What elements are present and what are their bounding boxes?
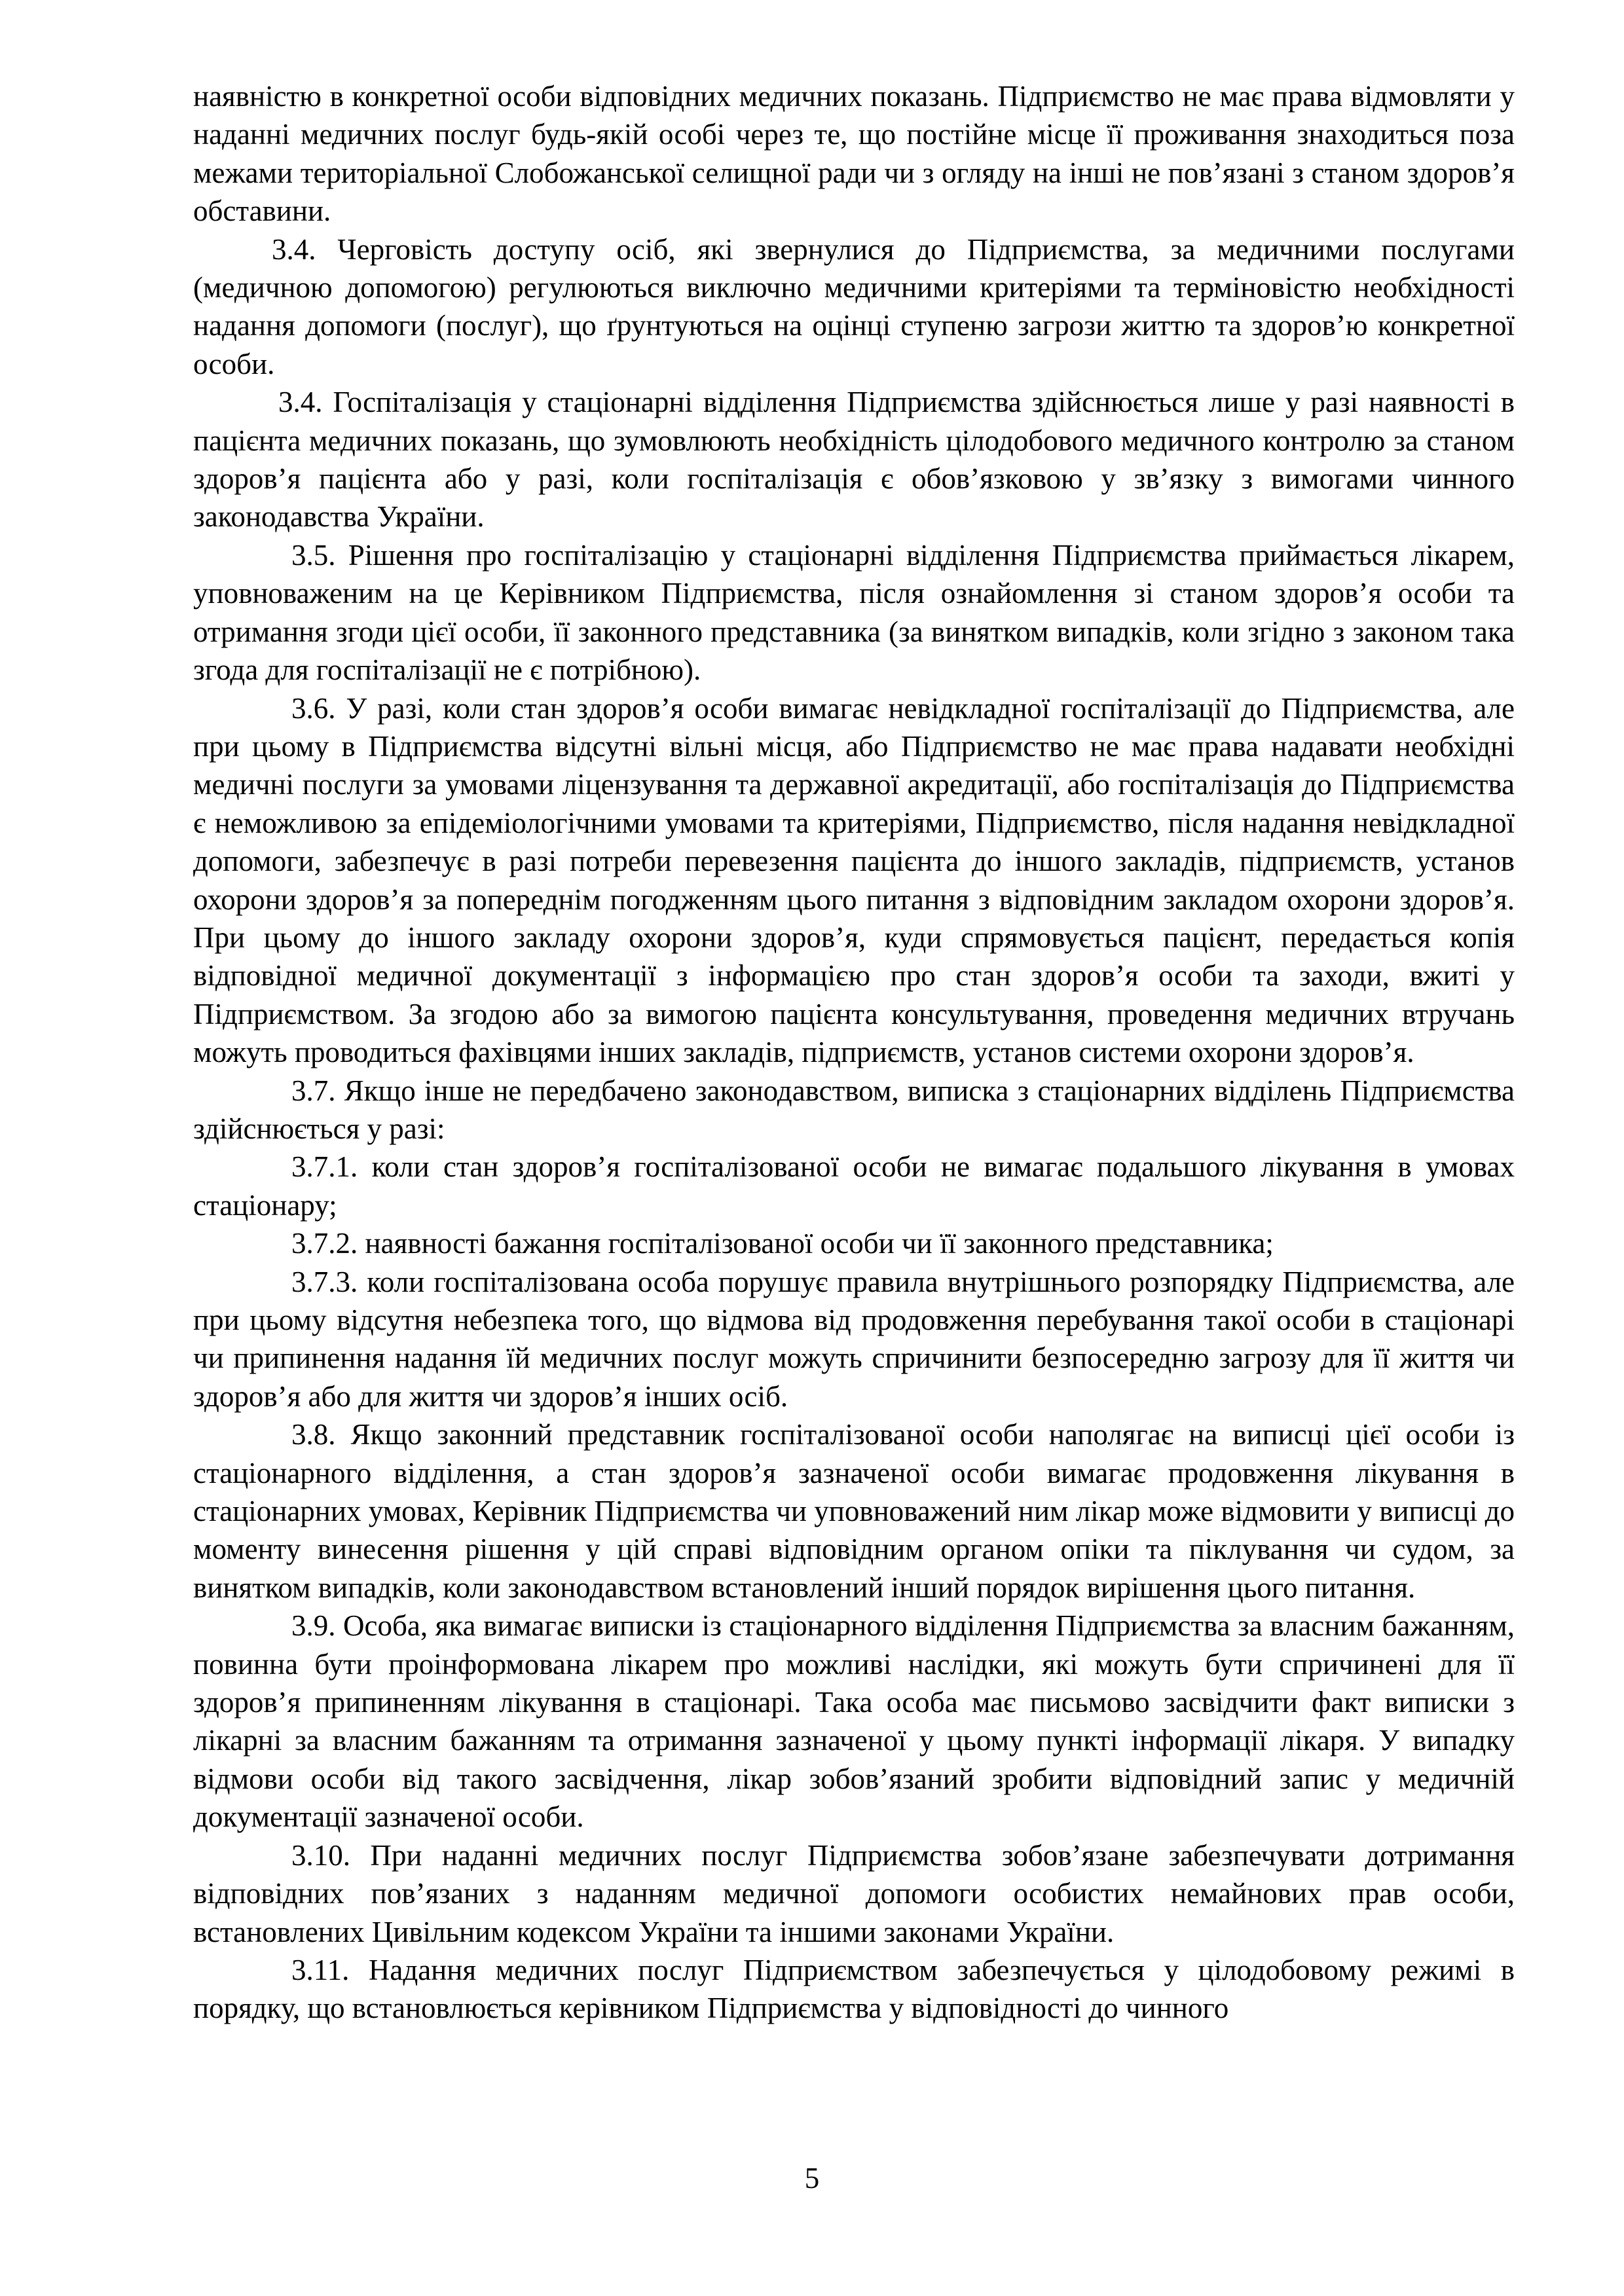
paragraph-3-9: 3.9. Особа, яка вимагає виписки із стаціонарного відділення Підприємства за власним бажанням, повинна бути проінформована лікарем про можливі наслідки, які можуть бути спричинені для її здоров’я припиненням лікування в стаціонарі. Така особа має письмово засвідчити факт виписки з лікарні за власним бажанням та отримання зазначеної у цьому пункті інформації лікаря. У випадку відмови особи від такого засвідчення, лікар зобов’язаний зробити відповідний запис у медичній документації зазначеної особи.: [193, 1609, 1515, 1834]
paragraph-3-4-queue: 3.4. Черговість доступу осіб, які звернулися до Підприємства, за медичними послугами (медичною допомогою) регулюються виключно медичними критеріями та терміновістю необхідності надання допомоги (послуг), що ґрунтуються на оцінці ступеню загрози життю та здоров’ю конкретної особи.: [193, 232, 1515, 380]
document-body: [193, 77, 1515, 2028]
paragraph-3-11: 3.11. Надання медичних послуг Підприємством забезпечується у цілодобовому режимі в порядку, що встановлюється керівником Підприємства у відповідності до чинного: [193, 1953, 1515, 2025]
paragraph-3-10: 3.10. При наданні медичних послуг Підприємства зобов’язане забезпечувати дотримання відповідних пов’язаних з наданням медичної допомоги особистих немайнових прав особи, встановлених Цивільним кодексом України та іншими законами України.: [193, 1838, 1515, 1948]
paragraph-3-7: 3.7. Якщо інше не передбачено законодавством, виписка з стаціонарних відділень Підприємства здійснюється у разі:: [193, 1074, 1515, 1145]
paragraph-3-4-hospitalization: 3.4. Госпіталізація у стаціонарні відділення Підприємства здійснюється лише у разі наявності в пацієнта медичних показань, що зумовлюють необхідність цілодобового медичного контролю за станом здоров’я пацієнта або у разі, коли госпіталізація є обов’язковою у зв’язку з вимогами чинного законодавства України.: [193, 386, 1515, 534]
paragraph-3-7-1: 3.7.1. коли стан здоров’я госпіталізованої особи не вимагає подальшого лікування в умовах стаціонару;: [193, 1150, 1515, 1222]
paragraph-3-5: 3.5. Рішення про госпіталізацію у стаціонарні відділення Підприємства приймається лікарем, уповноваженим на це Керівником Підприємства, після ознайомлення зі станом здоров’я особи та отримання згоди цієї особи, її законного представника (за винятком випадків, коли згідно з законом така згода для госпіталізації не є потрібною).: [193, 538, 1515, 687]
paragraph-3-7-3: 3.7.3. коли госпіталізована особа порушує правила внутрішнього розпорядку Підприємства, але при цьому відсутня небезпека того, що відмова від продовження перебування такої особи в стаціонарі чи припинення надання їй медичних послуг можуть спричинити безпосередню загрозу для її життя чи здоров’я або для життя чи здоров’я інших осіб.: [193, 1265, 1515, 1413]
paragraph-3-8: 3.8. Якщо законний представник госпіталізованої особи наполягає на виписці цієї особи із стаціонарного відділення, а стан здоров’я зазначеної особи вимагає продовження лікування в стаціонарних умовах, Керівник Підприємства чи уповноважений ним лікар може відмовити у виписці до моменту винесення рішення у цій справі відповідним органом опіки та піклування чи судом, за винятком випадків, коли законодавством встановлений інший порядок вирішення цього питання.: [193, 1418, 1515, 1604]
paragraph-3-6: 3.6. У разі, коли стан здоров’я особи вимагає невідкладної госпіталізації до Підприємства, але при цьому в Підприємства відсутні вільні місця, або Підприємство не має права надавати необхідні медичні послуги за умовами ліцензування та державної акредитації, або госпіталізація до Підприємства є неможливою за епідеміологічними умовами та критеріями, Підприємство, після надання невідкладної допомоги, забезпечує в разі потреби перевезення пацієнта до іншого закладів, підприємств, установ охорони здоров’я за попереднім погодженням цього питання з відповідним закладом охорони здоров’я. При цьому до іншого закладу охорони здоров’я, куди спрямовується пацієнт, передається копія відповідної медичної документації з інформацією про стан здоров’я особи та заходи, вжиті у Підприємством. За згодою або за вимогою пацієнта консультування, проведення медичних втручань можуть проводиться фахівцями інших закладів, підприємств, установ системи охорони здоров’я.: [193, 691, 1515, 1069]
paragraph-3-7-2: 3.7.2. наявності бажання госпіталізованої особи чи її законного представника;: [291, 1227, 1274, 1260]
paragraph-continuation: наявністю в конкретної особи відповідних медичних показань. Підприємство не має права відмовляти у наданні медичних послуг будь-якій особі через те, що постійне місце її проживання знаходиться поза межами територіальної Слобожанської селищної ради чи з огляду на інші не пов’язані з станом здоров’я обставини.: [193, 80, 1515, 228]
page-number: 5: [804, 2162, 820, 2195]
